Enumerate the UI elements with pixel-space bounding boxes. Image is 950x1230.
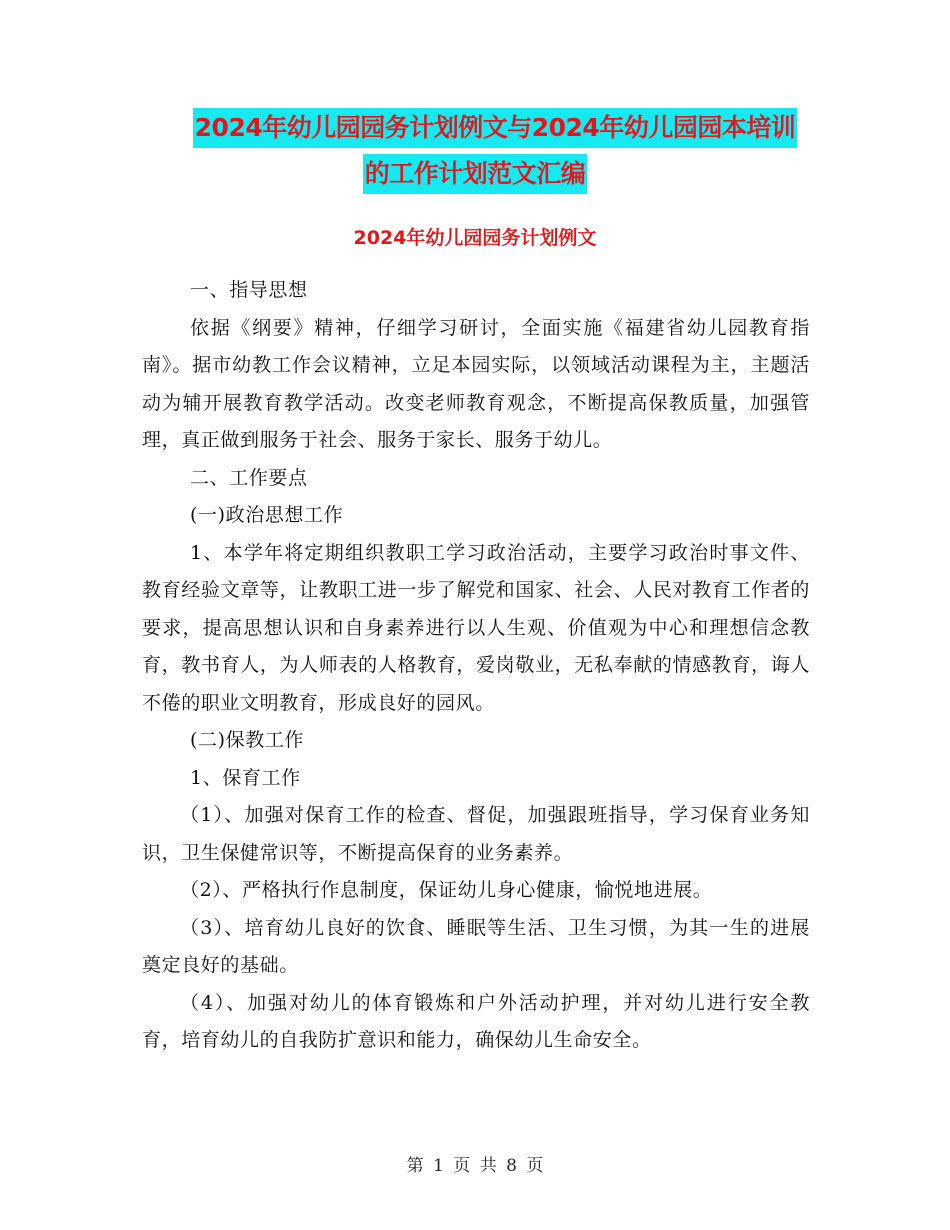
heading-guiding-ideology: 一、指导思想: [190, 279, 308, 301]
heading-nursing-work: 1、保育工作: [190, 766, 301, 789]
heading-work-points: 二、工作要点: [190, 466, 308, 489]
section-title: 2024年幼儿园园务计划例文: [353, 227, 597, 249]
heading-political-work: (一)政治思想工作: [190, 504, 344, 526]
document-body: [142, 272, 810, 1060]
title-line-1: 2024年幼儿园园务计划例文与2024年幼儿园园本培训: [193, 108, 798, 148]
list-item-1: （1）、加强对保育工作的检查、督促，加强跟班指导，学习保育业务知识，卫生保健常识等，不断提高保育的业务素养。: [142, 804, 810, 864]
paragraph-guiding-ideology: 依据《纲要》精神，仔细学习研讨，全面实施《福建省幼儿园教育指南》。据市幼教工作会议精神，立足本园实际，以领域活动课程为主，主题活动为辅开展教育教学活动。改变老师教育观念，不断提高保教质量，加强管理，真正做到服务于社会、服务于家长、服务于幼儿。: [142, 316, 810, 451]
document-title: [0, 108, 950, 194]
title-line-2: 的工作计划范文汇编: [363, 154, 588, 194]
paragraph-political-work: 1、本学年将定期组织教职工学习政治活动，主要学习政治时事文件、教育经验文章等，让教职工进一步了解党和国家、社会、人民对教育工作者的要求，提高思想认识和自身素养进行以人生观、价值观为中心和理想信念教育，教书育人，为人师表的人格教育，爱岗敬业，无私奉献的情感教育，诲人不倦的职业文明教育，形成良好的园风。: [142, 541, 810, 714]
page-footer: 第 1 页 共 8 页: [406, 1156, 544, 1176]
list-item-4: （4）、加强对幼儿的体育锻炼和户外活动护理，并对幼儿进行安全教育，培育幼儿的自我防扩意识和能力，确保幼儿生命安全。: [142, 991, 810, 1051]
list-item-3: （3）、培育幼儿良好的饮食、睡眠等生活、卫生习惯，为其一生的进展奠定良好的基础。: [142, 916, 810, 976]
heading-care-education: (二)保教工作: [190, 729, 305, 751]
list-item-2: （2）、严格执行作息制度，保证幼儿身心健康，愉悦地进展。: [180, 879, 713, 901]
